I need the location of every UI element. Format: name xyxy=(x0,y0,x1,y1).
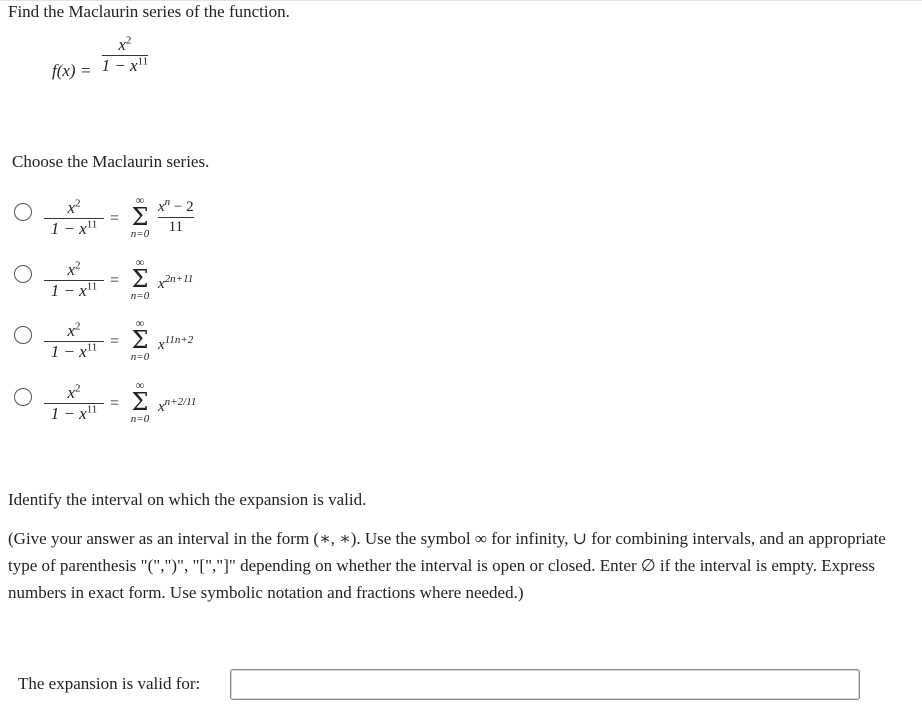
answer-label: The expansion is valid for: xyxy=(18,674,201,693)
term-exponent: 2n+11 xyxy=(164,273,194,285)
series-term xyxy=(158,273,194,293)
option-4[interactable] xyxy=(12,378,252,443)
sum-upper-limit: ∞ xyxy=(135,378,145,392)
question-prompt: Find the Maclaurin series of the function. xyxy=(8,2,290,21)
option-1[interactable] xyxy=(12,193,252,258)
equals-sign: = xyxy=(110,395,120,412)
summation xyxy=(126,194,154,240)
sigma-symbol: Σ xyxy=(131,203,149,231)
sum-lower-limit: n=0 xyxy=(130,290,150,302)
term-exponent: 11n+2 xyxy=(164,334,194,346)
function-denominator-base: 1 − x xyxy=(101,56,138,75)
equals-sign: = xyxy=(110,272,120,289)
function-definition xyxy=(52,34,149,90)
lhs-numerator-base: x xyxy=(67,321,76,340)
sum-upper-limit: ∞ xyxy=(135,193,145,207)
choose-label: Choose the Maclaurin series. xyxy=(12,152,210,171)
option-2[interactable] xyxy=(12,255,252,320)
lhs-denominator-base: 1 − x xyxy=(50,342,87,361)
term-numerator-rest: − 2 xyxy=(170,199,194,215)
instructions-text: (Give your answer as an interval in the form (∗, ∗). Use the symbol ∞ for infinity, ∪ for combining intervals, and an appropriate type of parenthesis "(",")", "[","]" depending on whether the interval is open or closed. Enter ∅ if the interval is empty. Express numbers in exact form. Use symbolic notation and fractions where needed.) xyxy=(8,529,886,602)
option-radio[interactable] xyxy=(14,326,32,344)
lhs-numerator-base: x xyxy=(67,383,76,402)
lhs-denominator-base: 1 − x xyxy=(50,281,87,300)
top-divider xyxy=(0,0,922,1)
lhs-denominator-exp: 11 xyxy=(86,403,98,416)
equals-sign: = xyxy=(110,333,120,350)
equals-sign: = xyxy=(110,210,120,227)
answer-input[interactable] xyxy=(230,669,860,700)
option-lhs-fraction xyxy=(44,261,104,300)
sum-upper-limit: ∞ xyxy=(135,255,145,269)
sigma-symbol: Σ xyxy=(131,326,149,354)
lhs-denominator-base: 1 − x xyxy=(50,219,87,238)
function-numerator-base: x xyxy=(118,35,126,54)
lhs-denominator-exp: 11 xyxy=(86,341,98,354)
term-numerator-base: x xyxy=(158,199,165,215)
sum-lower-limit: n=0 xyxy=(130,413,150,425)
lhs-denominator-base: 1 − x xyxy=(50,404,87,423)
lhs-denominator-exp: 11 xyxy=(86,280,98,293)
lhs-numerator-exp: 2 xyxy=(75,259,81,272)
function-numerator-exp: 2 xyxy=(125,34,132,47)
term-denominator: 11 xyxy=(168,219,184,235)
term-base: x xyxy=(158,399,165,415)
lhs-numerator-base: x xyxy=(67,198,76,217)
lhs-numerator-base: x xyxy=(67,260,76,279)
option-lhs-fraction xyxy=(44,199,104,238)
option-lhs-fraction xyxy=(44,384,104,423)
lhs-denominator-exp: 11 xyxy=(86,218,98,231)
term-exponent: n+2/11 xyxy=(164,396,197,408)
option-3[interactable] xyxy=(12,316,252,381)
option-lhs-fraction xyxy=(44,322,104,361)
sigma-symbol: Σ xyxy=(131,388,149,416)
term-base: x xyxy=(158,337,165,353)
series-term xyxy=(158,196,194,239)
function-fraction xyxy=(102,36,149,75)
lhs-numerator-exp: 2 xyxy=(75,382,81,395)
option-radio[interactable] xyxy=(14,203,32,221)
option-radio[interactable] xyxy=(14,388,32,406)
sigma-symbol: Σ xyxy=(131,265,149,293)
term-fraction xyxy=(158,196,194,236)
summation xyxy=(126,317,154,363)
sum-upper-limit: ∞ xyxy=(135,316,145,330)
series-term xyxy=(158,334,194,354)
function-lhs: f(x) = xyxy=(52,61,92,81)
identify-label: Identify the interval on which the expansion is valid. xyxy=(8,490,367,509)
series-term xyxy=(158,396,197,416)
sum-lower-limit: n=0 xyxy=(130,351,150,363)
term-numerator-exp: n xyxy=(164,196,171,208)
summation xyxy=(126,256,154,302)
lhs-numerator-exp: 2 xyxy=(75,197,81,210)
lhs-numerator-exp: 2 xyxy=(75,320,81,333)
option-radio[interactable] xyxy=(14,265,32,283)
summation xyxy=(126,379,154,425)
function-denominator-exp: 11 xyxy=(137,55,149,68)
sum-lower-limit: n=0 xyxy=(130,228,150,240)
term-base: x xyxy=(158,276,165,292)
